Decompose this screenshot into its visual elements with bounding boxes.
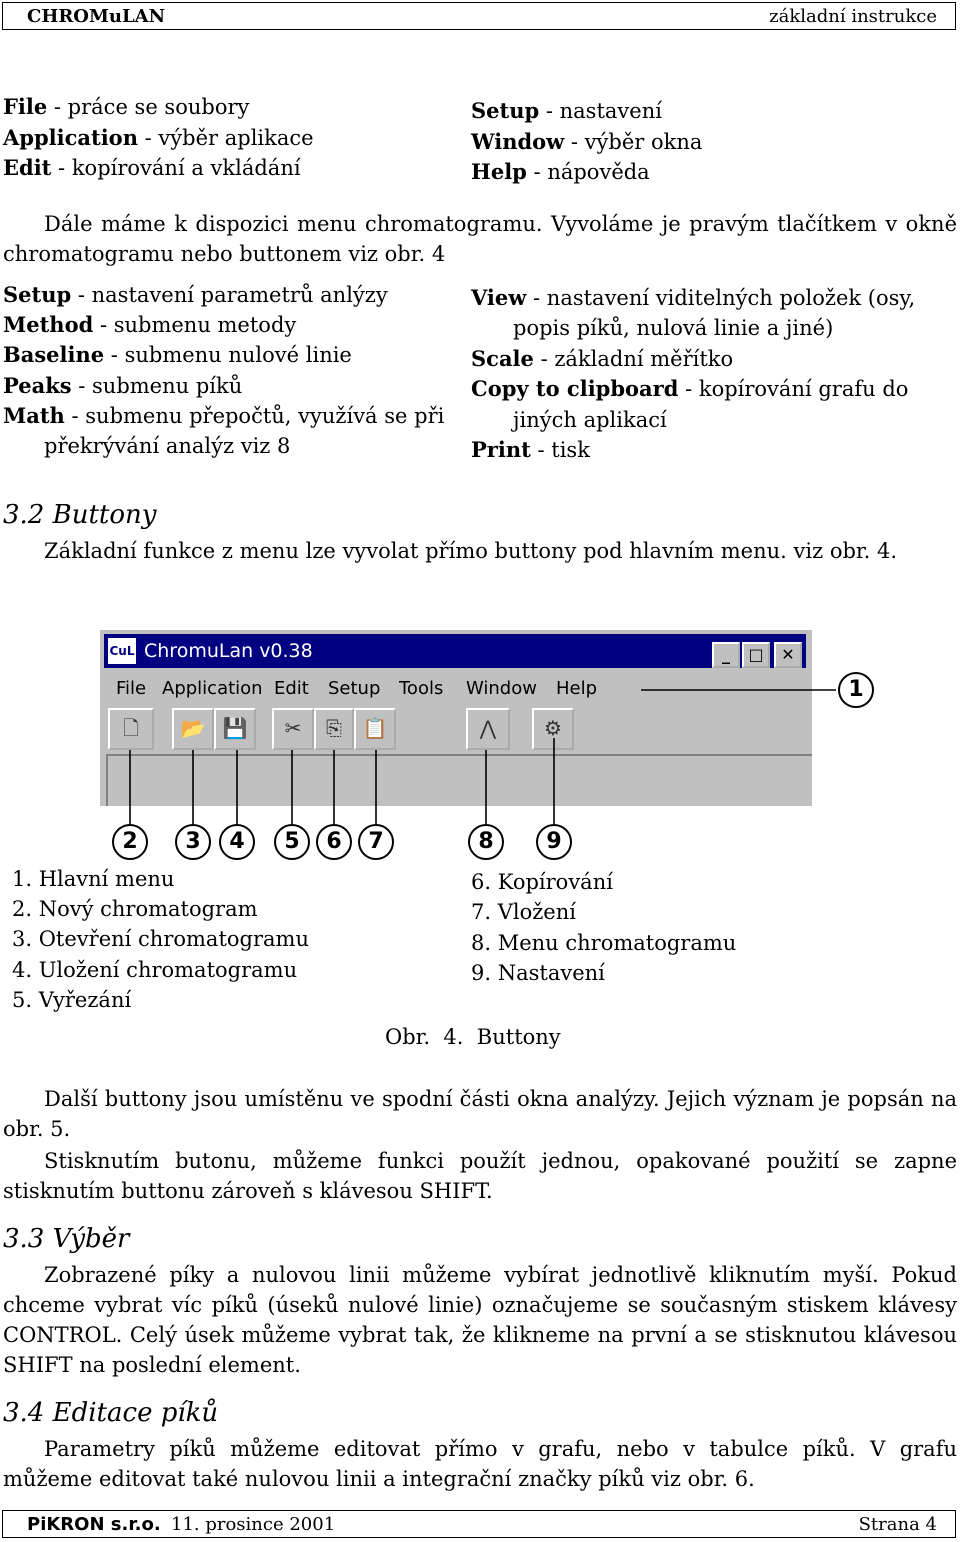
- paragraph-shift: Stisknutím butonu, můžeme funkci použít jednou, opakované použití se zapne stisknutím buttonu zároveň s klávesou SHIFT.: [3, 1149, 957, 1203]
- menu-item: Window - výběr okna: [471, 129, 703, 154]
- menu-help[interactable]: Help: [556, 678, 598, 699]
- cut-icon[interactable]: ✂: [272, 708, 314, 750]
- legend-item: 1. Hlavní menu: [12, 867, 175, 891]
- callout-6: 6: [316, 824, 352, 860]
- chromatogram-menu-icon[interactable]: ⋀: [466, 708, 510, 750]
- callout-9: 9: [536, 824, 572, 860]
- menu-item: Peaks - submenu píků: [3, 373, 243, 398]
- legend-item: 8. Menu chromatogramu: [471, 931, 737, 955]
- menu-item: Method - submenu metody: [3, 312, 297, 337]
- menu-application[interactable]: Application: [162, 678, 263, 699]
- close-button[interactable]: ✕: [774, 642, 802, 668]
- menu-item-continued: překrývání analýz viz 8: [44, 434, 291, 458]
- paste-icon[interactable]: 📋: [354, 708, 396, 750]
- legend-item: 6. Kopírování: [471, 870, 613, 894]
- legend-item: 2. Nový chromatogram: [12, 897, 258, 921]
- intro-paragraph: Dále máme k dispozici menu chromatogramu. Vyvoláme je pravým tlačítkem v okně chromatogramu nebo buttonem viz obr. 4: [3, 212, 957, 266]
- menu-setup[interactable]: Setup: [328, 678, 381, 699]
- legend-item: 3. Otevření chromatogramu: [12, 927, 309, 951]
- menu-item: Math - submenu přepočtů, využívá se při: [3, 403, 445, 428]
- menu-item: View - nastavení viditelných položek (osy,: [471, 285, 916, 310]
- menu-item-continued: popis píků, nulová linie a jiné): [513, 316, 834, 340]
- legend-item: 5. Vyřezání: [12, 988, 132, 1012]
- legend-item: 7. Vložení: [471, 900, 576, 924]
- section-text-vyber: Zobrazené píky a nulovou linii můžeme vybírat jednotlivě kliknutím myší. Pokud chceme vybrat víc píků (úseků nulové linie) označujeme se současným stiskem klávesy CONTROL. Celý úsek můžeme vybrat tak, že klikneme na první a se stisknutou klávesou SHIFT na poslední element.: [3, 1263, 957, 1377]
- callout-4: 4: [219, 824, 255, 860]
- minimize-button[interactable]: _: [712, 642, 740, 668]
- menu-item: Scale - základní měřítko: [471, 346, 734, 371]
- section-heading-vyber: 3.3 Výběr: [3, 1224, 130, 1254]
- settings-icon[interactable]: ⚙: [532, 708, 574, 750]
- copy-icon[interactable]: ⎘: [314, 708, 354, 750]
- menu-file[interactable]: File: [116, 678, 147, 699]
- section-heading-editace: 3.4 Editace píků: [3, 1398, 219, 1428]
- menu-item-continued: jiných aplikací: [513, 408, 667, 432]
- callout-8: 8: [468, 824, 504, 860]
- callout-5: 5: [274, 824, 310, 860]
- menu-item: Help - nápověda: [471, 159, 650, 184]
- callout-7: 7: [358, 824, 394, 860]
- menu-item: Copy to clipboard - kopírování grafu do: [471, 376, 909, 401]
- menu-item: Edit - kopírování a vkládání: [3, 155, 301, 180]
- menu-item: Baseline - submenu nulové linie: [3, 342, 352, 367]
- menu-item: Application - výběr aplikace: [3, 125, 314, 150]
- legend-item: 9. Nastavení: [471, 961, 605, 985]
- callout-2: 2: [112, 824, 148, 860]
- section-heading-buttony: 3.2 Buttony: [3, 500, 157, 530]
- menu-item: Setup - nastavení: [471, 98, 662, 123]
- menu-edit[interactable]: Edit: [274, 678, 309, 699]
- header-left: CHROMuLAN: [27, 6, 166, 27]
- section-text-editace: Parametry píků můžeme editovat přímo v grafu, nebo v tabulce píků. V grafu můžeme editovat také nulovou linii a integrační značky píků viz obr. 6.: [3, 1437, 957, 1491]
- footer-page: Strana 4: [858, 1514, 937, 1535]
- section-text-buttony: Základní funkce z menu lze vyvolat přímo buttony pod hlavním menu. viz obr. 4.: [44, 539, 898, 563]
- header-right: základní instrukce: [769, 6, 937, 27]
- figure-caption: Obr. 4. Buttony: [385, 1025, 561, 1049]
- menu-item: Print - tisk: [471, 437, 590, 462]
- menu-window[interactable]: Window: [466, 678, 537, 699]
- paragraph-other-buttons: Další buttony jsou umístěnu ve spodní části okna analýzy. Jejich význam je popsán na obr. 5.: [3, 1087, 957, 1141]
- legend-item: 4. Uložení chromatogramu: [12, 958, 298, 982]
- menu-tools[interactable]: Tools: [399, 678, 444, 699]
- menu-item: File - práce se soubory: [3, 94, 250, 119]
- new-icon[interactable]: 🗋: [108, 708, 154, 750]
- callout-1: 1: [838, 672, 874, 708]
- app-logo-icon: CuL: [108, 638, 136, 664]
- menu-item: Setup - nastavení parametrů anlýzy: [3, 282, 388, 307]
- open-folder-icon[interactable]: 📂: [172, 708, 214, 750]
- footer-company: PiKRON s.r.o.: [27, 1514, 161, 1535]
- maximize-button[interactable]: □: [742, 642, 770, 668]
- page-footer: [2, 1510, 956, 1538]
- window-title: ChromuLan v0.38: [144, 640, 313, 662]
- save-icon[interactable]: 💾: [214, 708, 256, 750]
- footer-date: 11. prosince 2001: [171, 1514, 336, 1535]
- callout-3: 3: [175, 824, 211, 860]
